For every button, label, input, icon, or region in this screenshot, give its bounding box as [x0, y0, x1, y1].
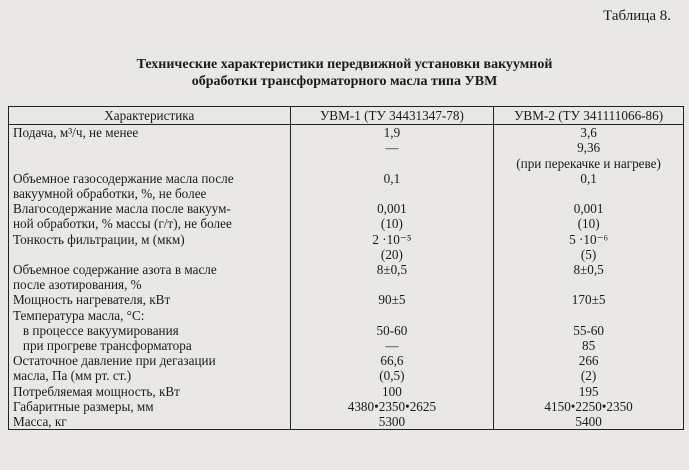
uvm2-value-cell: [494, 399, 684, 414]
characteristic-cell: [9, 353, 291, 383]
table-row: [9, 399, 684, 414]
cell-line: [13, 140, 286, 155]
characteristic-cell: [9, 292, 291, 307]
table-row: [9, 292, 684, 307]
cell-line: [13, 247, 286, 262]
cell-line: ной обработки, % массы (г/т), не более: [13, 216, 232, 232]
cell-line: —: [385, 338, 399, 354]
characteristic-cell: [9, 232, 291, 262]
table-title: [0, 56, 689, 90]
cell-line: [498, 277, 679, 292]
cell-line: Объемное газосодержание масла после: [13, 170, 234, 186]
cell-line: вакуумной обработки, %, не более: [13, 186, 207, 202]
cell-line: 66,6: [380, 353, 404, 369]
table-body: [9, 125, 684, 430]
cell-line: 85: [582, 338, 596, 354]
uvm1-value-cell: [290, 262, 494, 292]
cell-line: Масса, кг: [13, 414, 67, 430]
uvm1-value-cell: [290, 399, 494, 414]
table-row: [9, 353, 684, 383]
cell-line: 8±0,5: [376, 262, 408, 278]
specs-table: [8, 106, 684, 430]
cell-line: Объемное содержание азота в масле: [13, 262, 217, 278]
uvm2-value-cell: [494, 353, 684, 383]
cell-line: Мощность нагревателя, кВт: [13, 292, 171, 308]
characteristic-cell: [9, 171, 291, 201]
cell-line: [13, 156, 286, 171]
cell-line: [498, 308, 679, 323]
cell-line: 4380•2350•2625: [347, 398, 437, 414]
table-number: Таблица 8.: [603, 8, 671, 24]
cell-line: после азотирования, %: [13, 277, 142, 293]
table-row: [9, 308, 684, 354]
cell-line: 50-60: [376, 322, 408, 338]
cell-line: (2): [580, 368, 597, 384]
uvm1-value-cell: [290, 171, 494, 201]
cell-line: масла, Па (мм рт. ст.): [13, 368, 132, 384]
cell-line: (0,5): [379, 368, 405, 384]
cell-line: 4150•2250•2350: [544, 398, 633, 414]
cell-line: Потребляемая мощность, кВт: [13, 383, 180, 399]
table-row: [9, 201, 684, 231]
cell-line: 1,9: [383, 125, 401, 141]
table-row: [9, 171, 684, 201]
uvm1-value-cell: [290, 201, 494, 231]
cell-line: Остаточное давление при дегазации: [13, 353, 216, 369]
characteristic-cell: [9, 140, 291, 170]
uvm1-value-cell: [290, 414, 494, 430]
table-row: [9, 262, 684, 292]
uvm1-value-cell: [290, 353, 494, 383]
uvm1-value-cell: [290, 232, 494, 262]
cell-line: —: [385, 140, 399, 156]
cell-line: Тонкость фильтрации, м (мкм): [13, 231, 185, 247]
cell-line: при прогреве трансформатора: [13, 338, 192, 354]
characteristic-cell: [9, 262, 291, 292]
characteristic-cell: [9, 125, 291, 141]
table-row: [9, 125, 684, 141]
uvm1-value-cell: [290, 384, 494, 399]
cell-line: [295, 277, 490, 292]
cell-line: 90±5: [378, 292, 406, 308]
uvm1-value-cell: [290, 292, 494, 307]
table-row: [9, 140, 684, 170]
cell-line: 3,6: [580, 125, 597, 141]
cell-line: 0,1: [580, 170, 597, 186]
uvm2-value-cell: [494, 125, 684, 141]
header-characteristic: Характеристика: [9, 107, 291, 125]
cell-line: 195: [578, 383, 599, 399]
cell-line: 5 ·10⁻⁶: [569, 231, 609, 247]
uvm2-value-cell: [494, 262, 684, 292]
cell-line: [295, 308, 490, 323]
cell-line: (5): [580, 246, 597, 262]
uvm2-value-cell: [494, 232, 684, 262]
uvm1-value-cell: [290, 140, 494, 170]
characteristic-cell: [9, 414, 291, 430]
characteristic-cell: [9, 201, 291, 231]
cell-line: Габаритные размеры, мм: [13, 398, 154, 414]
cell-line: [295, 186, 490, 201]
cell-line: 2 ·10⁻⁵: [372, 231, 412, 247]
cell-line: (10): [577, 216, 600, 232]
table-row: [9, 232, 684, 262]
cell-line: (при перекачке и нагреве): [516, 155, 661, 171]
cell-line: 5400: [575, 414, 602, 430]
uvm2-value-cell: [494, 140, 684, 170]
cell-line: 0,1: [383, 170, 401, 186]
cell-line: 0,001: [377, 201, 407, 217]
cell-line: 0,001: [573, 201, 604, 217]
cell-line: Влагосодержание масла после вакуум-: [13, 201, 231, 217]
cell-line: 8±0,5: [573, 262, 604, 278]
cell-line: 266: [578, 353, 599, 369]
characteristic-cell: [9, 384, 291, 399]
cell-line: (20): [380, 246, 403, 262]
title-line-2: обработки трансформаторного масла типа УВМ: [191, 74, 498, 89]
cell-line: 5300: [378, 414, 406, 430]
table-row: [9, 384, 684, 399]
cell-line: [295, 156, 490, 171]
header-uvm2: УВМ-2 (ТУ 341111066-86): [494, 107, 684, 125]
cell-line: Подача, м³/ч, не менее: [13, 125, 139, 141]
uvm2-value-cell: [494, 171, 684, 201]
uvm1-value-cell: [290, 308, 494, 354]
cell-line: 170±5: [571, 292, 606, 308]
uvm2-value-cell: [494, 384, 684, 399]
cell-line: в процессе вакуумирования: [13, 322, 179, 338]
uvm1-value-cell: [290, 125, 494, 141]
cell-line: (10): [380, 216, 403, 232]
table-row: [9, 414, 684, 430]
uvm2-value-cell: [494, 414, 684, 430]
uvm2-value-cell: [494, 292, 684, 307]
characteristic-cell: [9, 399, 291, 414]
uvm2-value-cell: [494, 201, 684, 231]
uvm2-value-cell: [494, 308, 684, 354]
cell-line: 55-60: [573, 322, 604, 338]
characteristic-cell: [9, 308, 291, 354]
cell-line: [498, 186, 679, 201]
cell-line: Температура масла, °С:: [13, 307, 145, 323]
header-row: [9, 107, 684, 125]
title-line-1: Технические характеристики передвижной установки вакуумной: [136, 57, 553, 72]
cell-line: 9,36: [577, 140, 601, 156]
header-uvm1: УВМ-1 (ТУ 34431347-78): [290, 107, 494, 125]
cell-line: 100: [382, 383, 402, 399]
